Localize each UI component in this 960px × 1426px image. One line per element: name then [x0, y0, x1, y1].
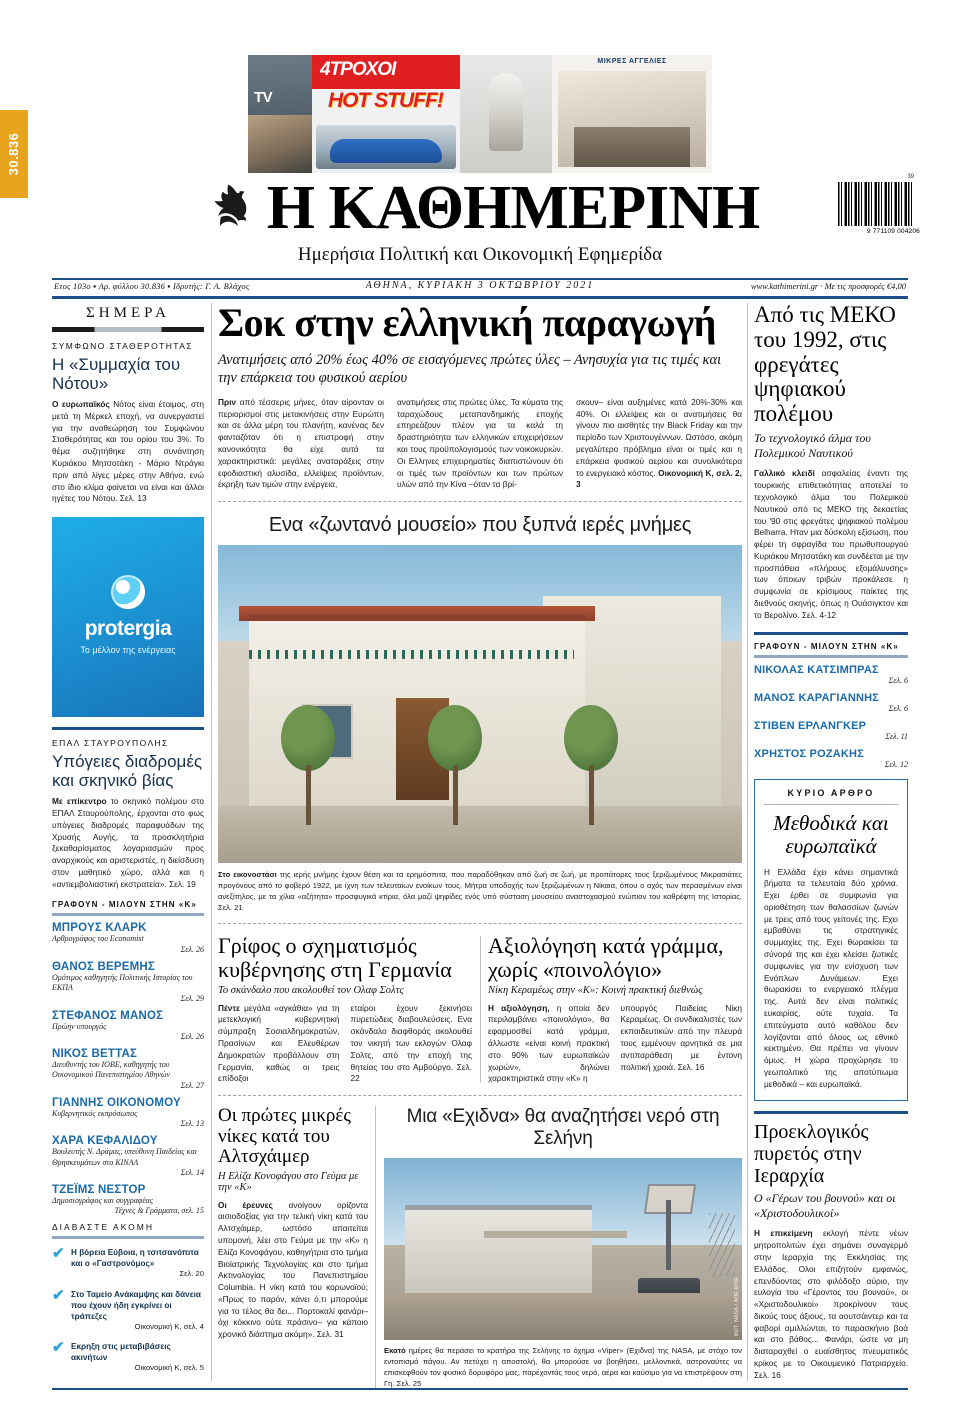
contributor-desc: Κυβερνητικός εκπρόσωπος — [52, 1108, 138, 1118]
advertisement-protergia[interactable] — [52, 517, 204, 717]
photo-ground — [384, 1293, 742, 1340]
story-text: ανοίγουν ορίζοντα αισιοδοξίας για την τελική νίκη κατά του Αλτσχάιμερ, ωστόσο απαιτείται υπομονή, λέει στο Γεύμα με την «Κ» η Ελίζα Κονοφάγου, καθηγήτρια στο τμήμα Βιοϊατρικής Τεχνολογίας και στο τμήμα Ακτινολογίας του Πανεπιστημίου Columbia. Η νίκη κατά του κορωνοϊού; «Πρως το παρόν, κάνει ό,τι μπορούμε για το τέλος θα δει... Πορτοκαλί φανάρι–όχι κόκκινο ούτε πράσινο– για κάποιο χρονικό διάστημα ακόμη». Σελ. 31 — [218, 1199, 369, 1340]
story-moon[interactable] — [384, 1106, 742, 1389]
column-divider-left — [211, 303, 212, 1381]
caption-text: της ιερής μνήμης έχουν θέση και τα ερημόσπιτα, που παραδόθηκαν από ζωή σε ζωή, με προπάτορες τους ξεριζωμένους Μικρασιάτες προγόνους από το φοβερό 1922, με ίχνη των τελευταίων ενοίκων τους. Μήτρα υποδοχής των ξεριζωμένων η Νίκαια, όπου ο αχός των περασμένων είναι ανεξίτηλος, με τα χίλια «αζήτητα» προσφυγικά κτίρια, όλα μαζί ψηφίδες ενός υπό σύσταση μουσείου αναστοχασμού ενώπιον του καθρέφτη της Ιστορίας. Σελ. 21 — [218, 870, 742, 913]
contributor-page: Σελ. 12 — [884, 759, 908, 769]
story-kicker: ΕΠΑΛ ΣΤΑΥΡΟΥΠΟΛΗΣ — [52, 738, 169, 749]
story-lead-bold: Ο ευρωπαϊκός — [52, 399, 110, 410]
photo-pylon — [709, 1213, 735, 1277]
story-headline: Γρίφος ο σχηματισμός κυβέρνησης στη Γερμανία — [218, 933, 452, 982]
ad-tagline: Το μέλλον της ενέργειας — [80, 645, 176, 656]
right-sidebar — [754, 303, 908, 1381]
contributor-page: Σελ. 11 — [885, 731, 908, 741]
story-body-columns — [488, 1003, 742, 1085]
read-more-page: Οικονομική Κ, σελ. 4 — [134, 1321, 204, 1331]
photo-tree — [428, 705, 482, 825]
story-body-col-1 — [218, 1003, 340, 1085]
today-rule — [52, 327, 204, 332]
promo-troxoi-supplement — [312, 55, 460, 173]
statue-image — [489, 73, 523, 151]
photo-caption — [218, 869, 742, 913]
lead-text-3: σκουν– είναι αυξημένες κατά 20%-30% και 40%. Οι ελλείψεις και οι ανατιμήσεις θα γίνουν πιο αισθητές την Black Friday και την περίοδο των Χριστουγέννων. Ωστόσο, ακόμη μεγαλύτερο πρόβλημα είναι οι τιμές και η επάρκεια φυσικού αερίου και συνολικότερα το ενεργειακό κόστος. — [576, 396, 742, 478]
barcode-tag: 39 — [907, 174, 914, 180]
classifieds-label: ΜΙΚΡΕΣ ΑΓΓΕΛΙΕΣ — [597, 58, 667, 65]
contributors-heading: ΓΡΑΦΟΥΝ - ΜΙΛΟΥΝ ΣΤΗΝ «Κ» — [52, 900, 197, 910]
story-church[interactable] — [754, 1122, 908, 1381]
contributor-name: ΝΙΚΟΛΑΣ ΚΑΤΣΙΜΠΡΑΣ — [754, 663, 879, 676]
story-navy[interactable] — [754, 303, 908, 622]
contributor-item[interactable] — [52, 1097, 204, 1128]
contributor-item[interactable] — [52, 922, 204, 953]
barcode-number: 9 771109 004206 — [866, 228, 920, 235]
contributor-name: ΣΤΕΦΑΝΟΣ ΜΑΝΟΣ — [52, 1009, 164, 1022]
website-price: www.kathimerini.gr · Με τις προσφορές €4,00 — [750, 281, 906, 291]
lead-body-col-2: ανατιμήσεις στις πρώτες ύλες. Τα κύματα της ταραχώδους μεταπανδημικής εποχής επηρεάζουν πλέον για τα καλά τη δραστηριότητα των ελληνικών επιχειρήσεων και τους προϋπολογισμούς των νοικοκυριών. Οι Ελληνες επιχειρηματίες διαπιστώνουν ότι οι τιμές των προϊόντων και των πρώτων υλών από την Κίνα –όταν τα βρί- — [397, 396, 563, 490]
lead-page-ref: Οικονομική Κ, σελ. 2, 3 — [576, 467, 742, 490]
read-more-text — [71, 1247, 204, 1279]
top-promo-strip — [248, 55, 712, 173]
divider-dashed — [218, 501, 742, 502]
promo-statue-photo — [460, 55, 552, 173]
photo-credit: ΦΩΤ. NASA / ΑΠΕ-ΜΠΕ — [734, 1276, 740, 1337]
troxoi-band — [312, 55, 460, 89]
contributor-item[interactable] — [52, 961, 204, 1003]
story-subheadline: Το τεχνολογικό άλμα του Πολεμικού Ναυτικού — [754, 431, 871, 460]
lead-body-columns — [218, 397, 742, 491]
contributor-name: ΘΑΝΟΣ ΒΕΡΕΜΗΣ — [52, 960, 155, 973]
story-subheadline: Ο «Γέρων του βουνού» και οι «Χριστοδουλικοί» — [754, 1191, 896, 1220]
story-divider — [375, 1106, 376, 1389]
contributor-desc: Διευθυντής του ΙΟΒΕ, καθηγητής του Οικονομικού Πανεπιστημίου Αθηνών — [52, 1059, 171, 1080]
story-body — [52, 796, 204, 890]
contributor-page: Τέχνες & Γράμματα, σελ. 15 — [114, 1206, 204, 1216]
story-text: εκλογή πέντε νέων μητροπολιτών έχει σημάνει συναγερμό στην Ιεραρχία της Εκκλησίας της Ελλάδος. Ολοι επιζητούν εμφανώς, επενδύοντας στο φιλόδοξο αύριο, την ευλογία του «Γέροντος του βουνού», οι «Χριστοδουλικοί» προκρίνουν τους δικούς τους άξιους, τα αουτσάιντερ και τα φαβορί αμιλλώνται, το παρασκήνιο βοά και στο βάθος... Φανάρι, ώστε να μη διαταραχθεί ο ευαίσθητος πνευματικός κρίκος με το Οικουμενικό Πατριαρχείο. Σελ. 16 — [754, 1228, 908, 1380]
story-headline: Αξιολόγηση κατά γράμμα, χωρίς «ποινολόγιο» — [488, 933, 724, 982]
editorial-title: Μεθοδικά και ευρωπαϊκά — [773, 810, 889, 859]
photo-tree — [564, 705, 618, 825]
lead-body-col-1 — [218, 397, 384, 491]
sidebar-story-epal[interactable] — [52, 738, 204, 890]
story-headline: Από τις ΜΕΚΟ του 1992, στις φρεγάτες ψηφιακού πολέμου — [754, 302, 896, 427]
read-more-title: Στο Ταμείο Ανάκαμψης και δάνεια που έχουν ήδη εγκρίνει οι τράπεζες — [71, 1289, 201, 1321]
story-headline: Προεκλογικός πυρετός στην Ιεραρχία — [754, 1121, 869, 1187]
story-headline: Μια «Εχιδνα» θα αναζητήσει νερό στη Σελήνη — [406, 1106, 720, 1150]
story-germany[interactable] — [218, 934, 472, 1085]
main-content — [218, 300, 742, 1389]
lead-bold-opening: Πριν — [218, 396, 237, 407]
story-divider — [480, 936, 481, 1083]
divider-dashed — [218, 1095, 742, 1096]
story-body-columns — [218, 1003, 472, 1085]
contributor-page: Σελ. 6 — [888, 703, 908, 713]
today-heading: ΣΗΜΕΡΑ — [86, 305, 170, 321]
two-story-row — [218, 934, 742, 1085]
contributor-name: ΜΠΡΟΥΣ ΚΛΑΡΚ — [52, 922, 147, 935]
lead-text-1: από τέσσερις μήνες, όταν αίρονταν οι περιορισμοί στις μετακινήσεις στην Ευρώπη και σε άλλα μέρη του πλανήτη, κανένας δεν φανταζόταν ότι η επιστροφή στην κανονικότητα θα είχε αυτά τα χαρακτηριστικά: μεγάλες αναταράξεις στην εφοδιαστική αλυσίδα, ελλείψεις προϊόντων, έκρηξη των τιμών στην ενέργεια, — [218, 396, 384, 490]
photo-building — [405, 1205, 591, 1305]
story-body — [754, 468, 908, 621]
contributor-name: ΧΑΡΑ ΚΕΦΑΛΙΔΟΥ — [52, 1135, 158, 1148]
contributor-item[interactable] — [754, 720, 908, 741]
column-divider-right — [747, 303, 748, 1381]
story-bold-opening: Η επικείμενη — [754, 1228, 813, 1239]
lead-body-col-3 — [576, 397, 742, 491]
contributor-page: Σελ. 14 — [180, 1167, 204, 1177]
hot-stuff-label: HOT STUFF! — [328, 89, 443, 112]
contributor-page: Σελ. 27 — [180, 1080, 204, 1090]
content-columns — [52, 300, 909, 1389]
issue-number-label: 30.836 — [6, 132, 21, 176]
contributor-name: ΝΙΚΟΣ ΒΕΤΤΑΣ — [52, 1047, 138, 1060]
story-title: Η «Συμμαχία του Νότου» — [52, 355, 181, 394]
contributors-heading: ΓΡΑΦΟΥΝ - ΜΙΛΟΥΝ ΣΤΗΝ «Κ» — [754, 641, 899, 651]
contributor-desc: Αρθρογράφος του Economist — [52, 934, 144, 944]
publication-date: ΑΘΗΝΑ, ΚΥΡΙΑΚΗ 3 ΟΚΤΩΒΡΙΟΥ 2021 — [365, 280, 595, 291]
right-contributors — [754, 642, 908, 769]
contributor-item[interactable] — [52, 1010, 204, 1041]
contributor-page: Σελ. 29 — [180, 993, 204, 1003]
tv-photo — [248, 115, 312, 173]
rover-mast — [666, 1200, 671, 1270]
contributor-page: Σελ. 26 — [180, 1031, 204, 1041]
contributor-item[interactable] — [754, 692, 908, 713]
contributor-page: Σελ. 26 — [180, 944, 204, 954]
contributor-name: ΣΤΙΒΕΝ ΕΡΛΑΝΓΚΕΡ — [754, 719, 867, 732]
read-more-item[interactable] — [52, 1341, 204, 1373]
contributor-item[interactable] — [52, 1048, 204, 1090]
story-text: ασφαλείας έναντι της τουρκικής επιθετικότητας αποτελεί το τεχνολογικό άλμα του Πολεμικού Ναυτικού από τις ΜΕΚΟ της δεκαετίας του '90 στις φρεγάτες ψηφιακού πολέμου Belharra. Ηταν μια δύσκολη εξίσωση, που φέρει τη σφραγίδα του πρωθυπουργού Κυριάκου Μητσοτάκη και συνδέεται με την προσπάθεια «πλήρους εξομάλυνσης» των όποιων τριβών προκάλεσε η συμφωνία σε κρίσιμους παίκτες της διεθνούς σκηνής, όπως η Ουάσιγκτον και το Βερολίνο. Σελ. 4-12 — [754, 468, 909, 620]
photo-tree — [281, 705, 335, 825]
barcode — [838, 182, 914, 226]
story-evaluation[interactable] — [488, 934, 742, 1085]
photo-canopy — [484, 1231, 627, 1238]
page-bottom-rule — [52, 1388, 908, 1390]
check-icon: ✔ — [52, 1245, 65, 1263]
caption-bold-opening: Εκατό — [384, 1346, 406, 1356]
moon-rover-photo — [384, 1158, 742, 1340]
caption-bold-opening: Στο εικονοστάσι — [218, 870, 277, 880]
story-body — [754, 1228, 908, 1381]
read-more-page: Οικονομική Κ, σελ. 5 — [134, 1363, 204, 1373]
story-body-col-2: εταίροι έχουν ξεκινήσει πυρετώδεις διαβουλεύσεις. Ενα σκάνδαλο διαφθοράς ακολουθεί τον νικητή των εκλογών Ολαφ Σολτς, από την εποχή της θητείας του στο Αμβούργο. Σελ. 22 — [350, 1002, 472, 1084]
ad-brand-name: protergia — [84, 617, 172, 641]
check-icon: ✔ — [52, 1339, 65, 1357]
divider-dashed — [218, 923, 742, 924]
contributor-page: Σελ. 6 — [888, 675, 908, 685]
bottom-story-row — [218, 1106, 742, 1389]
story-text-1: μεγάλα «αγκάθια» για τη μετεκλογική κυβερνητική σύμπραξη Σοσιαλδημοκρατών, Πρασίνων και Ελευθέρων Δημοκρατών προβάλλουν στη Γερμανία, καθώς οι τρεις επίδοξοι — [218, 1002, 340, 1084]
info-rule-bottom — [52, 296, 908, 299]
story-subheadline: Νίκη Κεραμέως στην «Κ»: Κοινή πρακτική διεθνώς — [488, 984, 703, 996]
story-body-col-1 — [488, 1003, 610, 1085]
photo-caption — [384, 1345, 742, 1389]
contributor-item[interactable] — [754, 748, 908, 769]
read-more-text — [71, 1341, 204, 1373]
contributor-name: ΜΑΝΟΣ ΚΑΡΑΓΙΑΝΝΗΣ — [754, 691, 880, 704]
museum-photo — [218, 545, 742, 863]
story-title: Υπόγειες διαδρομές και σκηνικό βίας — [52, 752, 203, 791]
story-bold-opening: Γαλλικό κλειδί — [754, 468, 815, 479]
editorial-rule — [764, 804, 898, 805]
read-more-title: Η βόρεια Εύβοια, η τσιτσανόπιτα και ο «Γαστρονόμος» — [71, 1248, 199, 1269]
story-bold-opening: Πέντε — [218, 1002, 240, 1013]
issue-info: Ετος 103ο ▪ Αρ. φύλλου 30.836 ▪ Ιδρυτής: Γ. Α. Βλάχος — [54, 281, 250, 291]
eagle-logo-icon — [201, 179, 259, 237]
story-subheadline: Η Ελίζα Κονοφάγου στο Γεύμα με την «Κ» — [218, 1170, 359, 1193]
car-photo — [316, 125, 456, 169]
photo-railing — [249, 650, 574, 659]
story-kicker: ΣΥΜΦΩΝΟ ΣΤΑΘΕΡΟΤΗΤΑΣ — [52, 341, 193, 351]
editorial-body: Η Ελλάδα έχει κάνει σημαντικά βήματα τα τελευταία δύο χρόνια. Εχει έρθει σε συμφωνία για οριοθέτηση των θαλασσίων ζωνών με τρεις από τους γείτονές της. Εχει εμβαθύνει τις στρατηγικές συμμαχίες της. Εχει θωρακίσει τα σύνορά της και έχει κλείσει ζωτικές συμφωνίες για την ενίσχυση των Ενόπλων Δυνάμεων. Εχει θωρακίσει το ενεργειακό πλέγμα της. Αυτά δεν είναι πολιτικές ευκαιρίας, ούτε τυχαία. Τα επιτεύγματα αυτό καθόλου δεν λογίζονται από όλους ως εθνικό κεκτημένο. Θα πρέπει να γίνουν όμως. Η χώρα προχώρησε το γεωπολιτικό της αποτύπωμα μεθοδικά – και ευρωπαϊκά. — [764, 866, 898, 1089]
story-lead-bold: Με επίκεντρο — [52, 796, 107, 807]
caption-text: ημέρες θα περάσει το κρατήρα της Σελήνης το όχημα «Viper» (Εχιδνα) της NASA, με στόχο τον εντοπισμό πάγου. Αν πετύχει η αποστολή, θα μπορούσε να βοηθήσει, μελλοντικά, αστροναύτες να επισκεφθούν τον φυσικό δορυφόρο μας, παρέχοντάς τους νερό, αέρα και καύσιμο για να επιστρέψουν στη Γη. Σελ. 25 — [384, 1346, 742, 1389]
story-bold-opening: Η αξιολόγηση, — [488, 1002, 550, 1013]
read-more-title: Εκρηξη στις μεταβιβάσεις ακινήτων — [71, 1342, 171, 1363]
lead-subheadline: Ανατιμήσεις από 20% έως 40% σε εισαγόμενες πρώτες ύλες – Ανησυχία για τις τιμές και την επάρκεια του φυσικού αερίου — [218, 351, 722, 387]
story-body-col-2: υπουργός Παιδείας Νίκη Κεραμέως. Οι συνδικαλιστές των εκπαιδευτικών από την πλευρά τους εμμένουν αρνητικά σε μια αντιπαράθεση με έντονη πολιτική χροιά. Σελ. 16 — [620, 1002, 742, 1072]
promo-classifieds-supplement — [552, 55, 712, 173]
read-more-item[interactable] — [52, 1286, 204, 1332]
story-headline: Οι πρώτες μικρές νίκες κατά του Αλτσχάιμερ — [218, 1105, 351, 1168]
read-more-text — [71, 1289, 204, 1332]
contributor-item[interactable] — [754, 664, 908, 685]
story-body-text: το σκηνικό πολέμου στο ΕΠΑΛ Σταυρούπολης, έρχονται στο φως υπόγειες διαδρομές παραφυάδων της Χρυσής Αυγής, τα προσκλητήρια ξεκαθαρίσματος λογαριασμών προς αναρχικούς και αριστεριστές, η διείσδυση στον μαθητικό χώρο, αλλά και η «αντιεμβολιαστική εκστρατεία». Σελ. 19 — [52, 796, 204, 889]
contributor-item[interactable] — [52, 1184, 204, 1215]
contributor-desc: Δημοσιογράφος και συγγραφέας — [52, 1195, 153, 1205]
masthead — [0, 172, 960, 244]
contributors-rule — [52, 913, 204, 916]
protergia-logo-icon — [111, 575, 145, 609]
lead-story[interactable] — [218, 300, 742, 491]
editorial-heading: ΚΥΡΙΟ ΑΡΘΡΟ — [787, 787, 875, 798]
read-more-item[interactable] — [52, 1247, 204, 1279]
paper-subtitle: Ημερήσια Πολιτική και Οικονομική Εφημερίδα — [297, 244, 663, 265]
read-more-rule — [52, 1236, 204, 1239]
contributor-desc: Βουλευτής Ν. Δράμας, υπεύθυνη Παιδείας και Θρησκευμάτων στο ΚΙΝΑΛ — [52, 1147, 197, 1167]
contributor-name: ΧΡΗΣΤΟΣ ΡΟΖΑΚΗΣ — [754, 747, 864, 760]
sidebar-story-stability[interactable] — [52, 341, 204, 505]
story-alzheimer[interactable] — [218, 1106, 368, 1389]
contributors-rule — [754, 655, 908, 658]
photo-rover — [632, 1184, 706, 1304]
story-text-1: η οποία δεν περιλαμβάνει «ποινολόγιο», θα εφαρμοσθεί κατά γράμμα, άλλωστε «είναι κοινή πρακτική στο 90% των ευρωπαϊκών χωρών», δηλώνει χαρακτηριστικά στην «Κ» η — [488, 1002, 610, 1084]
promo-tv-supplement — [248, 55, 312, 173]
story-body — [52, 399, 204, 505]
check-icon: ✔ — [52, 1286, 65, 1304]
contributor-name: ΤΖΕΪΜΣ ΝΕΣΤΟΡ — [52, 1183, 146, 1196]
classifieds-photo — [558, 71, 706, 167]
editorial-box[interactable] — [754, 779, 908, 1102]
story-body — [218, 1200, 368, 1341]
story-bold-opening: Οι έρευνες — [218, 1199, 273, 1210]
tv-logo-label: TV — [254, 89, 273, 106]
read-more-page: Σελ. 20 — [179, 1269, 204, 1279]
read-more-heading: ΔΙΑΒΑΣΤΕ ΑΚΟΜΗ — [52, 1222, 154, 1233]
story-body-text: Νότος είναι έτοιμος, στη μετά τη Μέρκελ εποχή, να συνεργαστεί για την αναθεώρηση του Συμφώνου Σταθερότητας και του ορίου του 3%. Το θέμα συζητήθηκε στη συνάντηση Κυριάκου Μητσοτάκη - Μάριο Ντράγκι πριν από λίγες μέρες στην Αθήνα, ενώ στο ίδιο κλίμα φαίνεται να είναι και άλλοι ηγέτες του Νότου. Σελ. 13 — [52, 399, 205, 504]
left-sidebar — [52, 303, 204, 1381]
troxoi-logo-label: 4ΤΡΟΧΟΙ — [320, 59, 396, 80]
lead-headline: Σοκ στην ελληνική παραγωγή — [218, 300, 716, 345]
photo-story-title: Ενα «ζωντανό μουσείο» που ξυπνά ιερές μνήμες — [268, 514, 692, 537]
contributor-desc: Πρώην υπουργός — [52, 1021, 107, 1031]
story-subheadline: Το σκάνδαλο που ακολουθεί τον Ολαφ Σολτς — [218, 984, 404, 996]
contributor-desc: Ομότιμος καθηγητής Πολιτικής Ιστορίας του ΕΚΠΑ — [52, 972, 193, 993]
paper-title: Η ΚΑΘΗΜΕΡΙΝΗ — [266, 174, 760, 242]
photo-story-museum[interactable] — [218, 514, 742, 913]
contributor-page: Σελ. 13 — [180, 1119, 204, 1129]
contributor-item[interactable] — [52, 1135, 204, 1177]
contributor-name: ΓΙΑΝΝΗΣ ΟΙΚΟΝΟΜΟΥ — [52, 1096, 181, 1109]
